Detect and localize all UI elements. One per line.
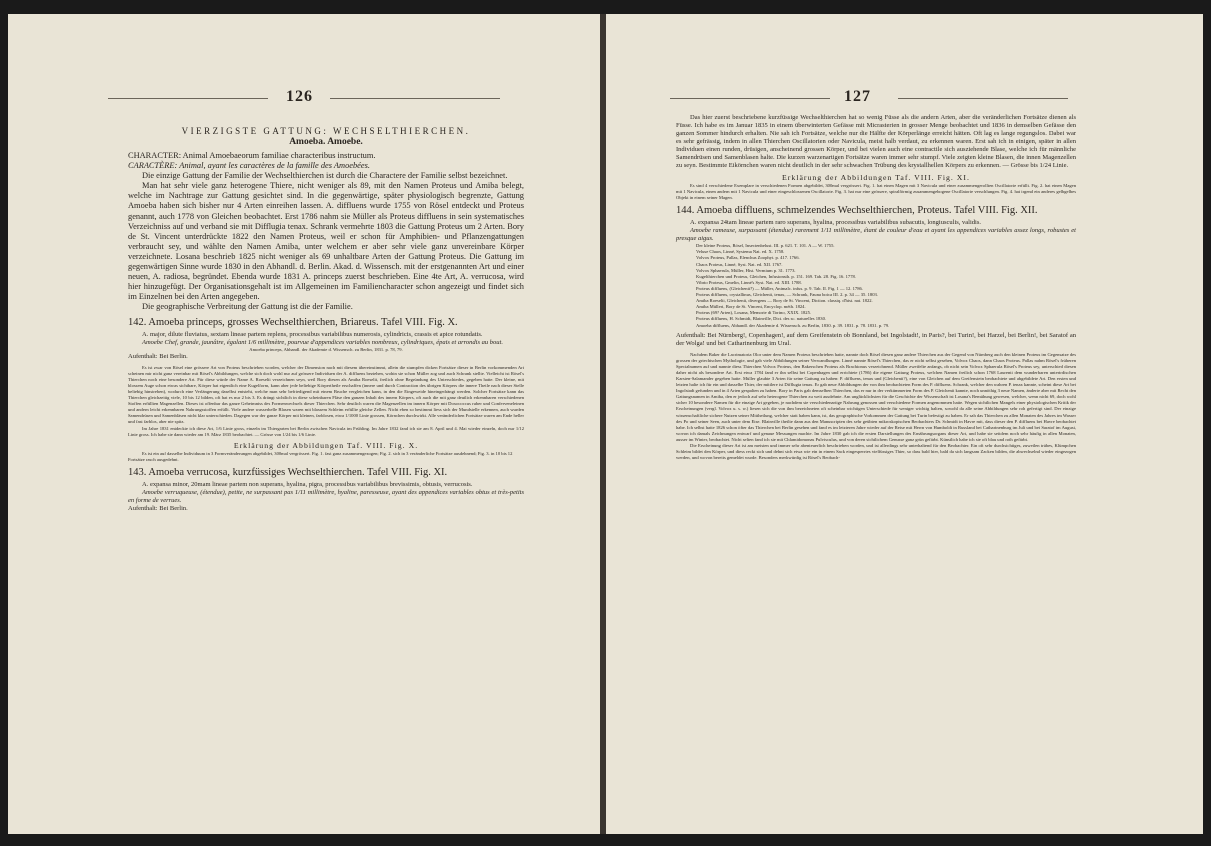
intro-text: Das hier zuerst beschriebene kurzfüssige Wechselthierchen hat so wenig Füsse als die andern Arten, aber die veränderlichen Fortsätze dienen als Füsse. Ich habe es im Januar 1835 in einem überwinterten Gefässe mit Micrasterien in grosser Menge beobachtet und 1836 in demselben Gefässe den ganzen Sommer hindurch erhalten. Nie sah ich Fortsätze, welche nur die Hälfte der Körperlänge erreicht hätten. Oft lag es lange regungslos. Dabei war es sehr gefrässig, indem in allen Thierchen Oscillatorien oder Navicula, meist halb verdaut, zu erkennen waren. Erst sah ich in einigen, später in allen Individuen einen runden, drüsigen, anscheinend grossen Körper, und bei vielen auch eine contractile sich ausziehende Blase, welche ich für männliche Samendrüsen und Samenblasen halte. Die kurzen warzenartigen Fortsätze waren immer sehr stumpf. Viele zeigten kleine Blasen, die innen Magenzellen zu seyn. Bestimmte Eikörnchen waren nicht deutlich in der sehr schwachen Trübung des krystallhellen Körpers zu erkennen. — Grösse bis 1/24 Linie. [676,114,1076,169]
species-habitat: Aufenthalt: Bei Nürnberg!, Copenhagen!, auf dem Greifenstein ob Bonnland, bei Ingolstadt!, in Paris?, bei Turin!, bei Harzel, bei Berlin!, bei Saratof an der Wolga! und bei Catharinenburg im Ural. [676,331,1076,347]
header-rule-right [898,98,1068,99]
paragraph: Die geographische Verbreitung der Gattung ist die der Familie. [142,302,353,312]
species-text: Nachdem Baker die Lacrimatoria Olor unter dem Namen Proteus beschrieben hatte, nannte doch Rösel diesen ganz andere Thierchen aus der Gegend von Nürnberg auch den kleinen Proteus im Gegensatze des grossen der griechischen Mythologie, und gab viele Abbildungen seiner Verwandlungen. Linné nannte Rösel's Thierchen, das er nicht selbst gesehen, Volvox Chaos, dann Chaos Proteus. Pallas nahm Rösel's früheren Specialnamen auf und nannte diess Thierchen Volvox Proteus, den Bakerschen Proteus als Brachionus verzeichnend. Müller zweifelte anfangs, ob nicht sein Volvox Sphaerula Rösel's Proteus sey, unterschied diesen daher nicht als besondere Art. Erst etwa 1784 fand er ihn selbst bei Copenhagen und errichtete (1786) die eigene Gattung Proteus, welchen Namen freilich schon 1768 Laurenti dem wunderbaren unterirdischen Karsten-Salamander gegeben hatte. Müller glaubte 3 Arten für seine Gattung zu haben: P. diffluens, tenax und (Gleichenii?), eine von Gleichen auf dem Greifenstein beobachtete und abgebildete Art. Den ersten und letzten halte ich für ein und dasselbe Thier, der mittlere ist Difflugia tenax. Er gab neue Abbildungen der von ihm beobachteten Form des P. diffluens. Schrank, welcher den wahren P. tenax kannte, scheint diese Art bei Ingolstadt gefunden und in 4 Arten gespalten zu haben. Bory in Paris gab demselben Thierchen, das er nur in der verkümmerten Form des P. Gleichenii kannte, noch unnöthig 3 neue Namen, änderte aber mit Recht den Gattungsnamen in Amiba, den er jedoch auf sehr heterogene Thierchen zu weit ausdehnte. Am unglücklichsten für die Geschichte der Wissenschaft ist Losana's Bemühung gewesen, welcher, wenn nicht 69, doch wohl sicher 10 besondere Namen für die einzige Art gegeben, je nachdem sie verschiedenartige Nahrung genossen und verschiedene Formen angenommen hatte. Wegen sichtlichen Mangels einer physiologischen Kritik der Erscheinungen (vergl. Volvox u. s. w.) liesen sich die von ihm bezeichneten oft scheinbar wichtigen Unterschiede für weniger wichtig halten, sowohl da alle seine Abbildungen sehr roh gefertigt sind. Der einzige wissenschaftliche sichere Nutzen seiner Mittheilung, welcher statt haben kann, ist, das geographische Vorkommen der Gattung bei Turin befestigt zu haben. Er sah das Thierchen zu allen Monaten des Jahres im Wasser des Po und seiner Seen, auch unter dem Eise. Blainville theilte dann aus den Manuscripten des sehr geübten mikroskopischen Beobachters Dr. Schmidt in Havre mit, dass dieser den P. diffluens bei Havre beobachtet habe. Ich selbst hatte 1826 schon öfter das Thierchen bei Berlin gesehen und fand es im letzteren Jahre wieder auf der Reise mit Herrn von Humboldt in Russland bei Catharinenburg im Juli und bei Saratof im August, wovon ich damals Zeichnungen entwarf und genaue Messungen machte. Im Jahre 1830 gab ich die ersten Darstellungen des Ernährungsorgans dieser Art, und habe sie seitdem noch sehr häufig in allen Monaten, ausser im Winter, beobachtet. Nicht selten fand ich sie mit Chlamidomonas Pulvisculus, und von deren sichtlichem Genusse ganz grün gefärbt. Künstlich habe ich sie oft blau und roth gefärbt. [676,351,1076,442]
synonym: Kugelthierchen und Proteus, Gleichen, Infusionsth. p. 151. 169. Tab. 28. Fig. 16. 1778. [696,273,856,279]
synonym: Proteus (69? Arten), Losana, Memorie di Torino, XXIX. 1825. [696,310,812,316]
synonym: Veluse Chaos, Linné, Systema Nat. ed. X. 1758. [696,249,785,255]
synonym: Volvox Sphaerula, Müller, Hist. Vermium p. 31. 1773. [696,267,796,273]
species-heading: 144. Amoeba diffluens, schmelzendes Wechselthierchen, Proteus. Tafel VIII. Fig. XII. [676,205,1038,217]
right-content [676,114,1076,461]
character-french: CARACTÈRE: Animal, ayant les caractères de la famille des Amoebées. [128,161,370,171]
species-reference: Amoeba princeps, Abhandl. der Akademie d. Wissensch. zu Berlin, 1831. p. 78, 79. [249,346,403,352]
header-rule-right [330,98,500,99]
paragraph: Man hat sehr viele ganz heterogene Thiere, nicht weniger als 89, mit den Namen Proteus und Amiba belegt, welche im Nachtrage zur Gattung gesichtet sind. In die gegenwärtige, später physiologisch begrenzte, Gattung Amoeba haben sich bisher nur 4 Arten einreihen lassen. A. diffluens wurde 1755 von Rösel entdeckt und Proteus genannt, auch 1778 von Gleichen beobachtet. Erst 1786 nahm sie Müller als Proteus diffluens in sein systematisches Verzeichniss auf und verband sie mit Difflugia tenax. Schrank vermehrte 1803 die Gattung Proteus um 2 Arten. Bory de St. Vincent unterdrückte 1822 den Namen Proteus, weil er schon für Amphibien- und Pflanzengattungen verbraucht sey, und wählte den Namen Amiba, unter welchem er aber sehr viele ganz unvereinbare Körper verzeichnete. Losana beschrieb 1825 nicht weniger als 69 unhaltbare Arten der Gattung Proteus. Die Gattung im gegenwärtigen Sinne wurde 1830 in den Abhandl. d. Berlin. Akad. d. Wissensch. mit der erstgenannten Art und einer neuen, A. radiosa, begründet. Ebenda wurde 1831 A. princeps zuerst beschrieben. Eine 4te Art, A. verrucosa, wird hier hinzugefügt. Der Organisationsgehalt ist im Allgemeinen im Familiencharacter schon angezeigt und findet sich im Einzelnen bei den Arten angegeben. [128,181,524,302]
species-text: Die Erscheinung dieser Art ist am meisten und immer sehr abenteuerlich beschrieben worden, und ist allerdings sehr unterhaltend für den Beobachter. Ein oft sehr durchsichtiges, zuweilen trübes, Klümpchen Schleim bildet den Körper, und diess reckt sich und dehnt sich etwa wie ein in einem Sack eingesperrtes vielfüssiges Thier, so dass bald hier, bald da sich langsam Zacken bilden, die abwechselnd wieder eingezogen werden, und wovon bereits gemeldet wurde. Besonders merkwürdig ist Rösel's Beobach- [676,443,1076,461]
character-latin: CHARACTER: Animal Amoebaeorum familiae characteribus instructum. [128,151,376,160]
synonym: Proteus diffluens, (Gleichenii?) — Müller, Animalc. infus. p. 9. Tab. II. Fig. 1 — 12. 1786. [696,285,863,291]
genus-latin: Amoeba. Amoebe. [289,137,363,147]
synonym: Amiba Mülleri, Bory de St. Vincent, Encyclop. méth. 1824. [696,304,806,310]
synonym: Amoeba diffluens, Abhandl. der Akademie d. Wissensch. zu Berlin, 1830. p. 39. 1831. p. 78. 1831. p. 79. [696,322,890,328]
page-number: 127 [844,88,871,105]
synonym: Volvox Proteus, Pallas, Elenchus Zoophyt. p. 417. 1766. [696,255,800,261]
synonym-list [676,243,1076,328]
species-latin: A. expansa 24tam lineae partem raro superans, hyalina, processibus variabilibus subacutis, longiusculis, validis. [690,219,981,227]
explanation-title: Erklärung der Abbildungen Taf. VIII. Fig. XI. [782,173,970,182]
synonym: Proteus diffluens, H. Schmidt, Blainville, Dict. des sc. naturelles 1830. [696,316,827,322]
explanation-text: Es ist ein auf dasselbe Individuum in 3 Formveränderungen abgebildet, 300mal vergrössert. Fig. 1. fast ganz zusammengezogen; Fig. 2. sich in 3 veränderliche Fortsätze ausdehnend; Fig. 3. in 10 bis 12 Fortsätze rasch ausgedehnt. [128,450,513,462]
page-number: 126 [286,88,313,105]
explanation-text: Es sind 4 verschiedene Exemplare in verschiedenen Formen abgebildet, 300mal vergrössert. Fig. 1. hat einen Magen mit 3 Navicula und einer zusammengerollten Oscillatorie erfüllt. Fig. 2. hat einen Magen mit 1 Navicula, einen andern mit 1 Navicula und einer eingeschlossenen Oscillatorie. Fig. 3. hat nur eine grössere, spiralförmig zusammengebogene Oscillatorie verschlungen. Fig. 4. hat irgend ein anderes gelbgelbes Objekt in einem seiner Magen. [676,183,1076,201]
explanation-title: Erklärung der Abbildungen Taf. VIII. Fig. X. [233,440,419,450]
paragraph: Die einzige Gattung der Familie der Wechselthierchen ist durch die Charactere der Familie selbst bezeichnet. [142,171,508,181]
species-heading: 142. Amoeba princeps, grosses Wechselthierchen, Briareus. Tafel VIII. Fig. X. [128,316,458,328]
right-page [606,14,1203,834]
species-latin: A. expansa minor, 20mam lineae partem non superans, hyalina, pigra, processibus variabilibus brevissimis, obtusis, verrucosis. [142,480,473,488]
species-french: Amoebe verruqueuse, (étendue), petite, ne surpassant pas 1/11 millimètre, hyaline, paresseuse, ayant des appendices variables obtus et très-petits en forme de verrues. [128,488,524,504]
synonym: Vibrio Proteus, Gmelin, Linné's Syst. Nat. ed. XIII. 1788. [696,279,802,285]
left-content [128,126,524,513]
header-rule-left [108,98,268,99]
species-habitat: Aufenthalt: Bei Berlin. [128,352,188,360]
species-text: Im Jahre 1831 entdeckte ich diese Art, 1/6 Linie gross, einzeln im Thiergarten bei Berlin zwischen Navicula im Frühling. Im Jahre 1832 fand ich sie am 8. April und 4. Mai wieder einzeln, doch nur 1/12 Linie gross. Ich habe sie dann wieder am 19. März 1835 beobachtet. — Grösse von 1/24 bis 1/6 Linie. [128,425,524,437]
species-latin: A. major, dilute fluviatus, sextam lineae partem replens, processibus variabilibus numerosis, cylindricis, crassis et apice rotundatis. [142,330,483,338]
synonym: Der kleine Proteus, Rösel, Insectenbelust. III. p. 621. T. 101. A — W. 1755. [696,243,835,249]
genus-heading: VIERZIGSTE GATTUNG: WECHSELTHIERCHEN. [181,126,471,136]
synonym: Chaos Proteus, Linné, Syst. Nat. ed. XII. 1767. [696,261,783,267]
header-rule-left [670,98,830,99]
species-text: Es ist zwar von Rösel eine grössere Art von Proteus beschrieben worden, welcher der Dimension nach mit diesem übereinstimmt, allein die stumpfen dicken Fortsätze dieser in Berlin vorkommenden Art scheinen mir nicht ganz vereinbar mit Rösel's Abbildungen, welche sich doch wohl nur auf grössere Individuen der A. diffluens beziehen, wohin sie schon Müller zog und auch Schrank stellte. Vielleicht ist Rösel's Thierchen noch eine besondere Art. Für diese würde der Name A. Roeselii verzeichnen seyn, weil Bory diesen als Amiba Roeselii, freilich ohne Begründung des Unterschiedes, gegeben hatte. Der kleine, mit blossem Auge schon etwas sichtbare, Körper hat eigentlich eine Kugelform, kann aber jede beliebige Körpertheile erschaffen (innere und durch Contraction des übrigen Körpers die innere Theile nach dieser Stelle beliebig hinstreben), wodurch eine Verlängerung daselbst entsteht, welche man sehr befriedigend mit einem Bruche vergleichen kann, in den die Eingeweide hineingedrängt werden. Solcher Fortsätze kann das Thierchen gleichzeitig viele, 10 bis 12 bilden, oft hat es nur 2 bis 3. Es drängt sichtlich in diese scheinbaren Fläse den ganzen Inhalt des innern Körpers, oft auch die mit ganz deutlich erkennbaren verschiedenen Stoffen erfüllten Magenzellen. Dieses ist offenbar das ganze Geheimniss des Formenwechsels dieser Thierchen. Sehr deutlich waren die Magenzellen im innern Körper mit Doxococcus ruber und Conferveneleinen und andern leicht erkennbaren Nahrungsstoffen erfüllt. Viele andere wasserhelle Blasen waren mit blassem Schleim erfüllte gleiche Zellen. Nicht eben so bestimmt liess sich der Mundstelle erkennen, auch wurden Samendrüsen und Samenbläsen nicht klar unterschieden. Dagegen war der ganze Körper mit kleinen, farblosen, etwa 1/1000 Linie grossen, Körnchen durchwirkt. Alle veränderlichen Fortsätze waren am Ende heller und fast farblos, aber nie spitz. [128,364,524,425]
synonym: Proteus diffluens, crystallinus, Gleichenii, tenax, — Schrank, Fauna boica III. 2. p. 34 — 35. 1803. [696,292,878,298]
synonym: Amiba Roeselii, Gleichenii, divergens — Bory de St. Vincent, Diction. classiq. d'hist. nat. 1822. [696,298,873,304]
left-page [8,14,600,834]
species-habitat: Aufenthalt: Bei Berlin. [128,504,188,512]
species-french: Amoebe Chef, grande, jaunâtre, égalant 1/6 millimètre, pourvue d'appendices variables nombreux, cylindriques, épais et arrondis au bout. [142,338,503,346]
species-heading: 143. Amoeba verrucosa, kurzfüssiges Wechselthierchen. Tafel VIII. Fig. XI. [128,466,448,478]
species-french: Amoebe rameuse, surpassant (étendue) rarement 1/11 millimètre, étant de couleur d'eau et ayant les appendices variables assez longs, robustes et presque aigus. [676,227,1076,243]
